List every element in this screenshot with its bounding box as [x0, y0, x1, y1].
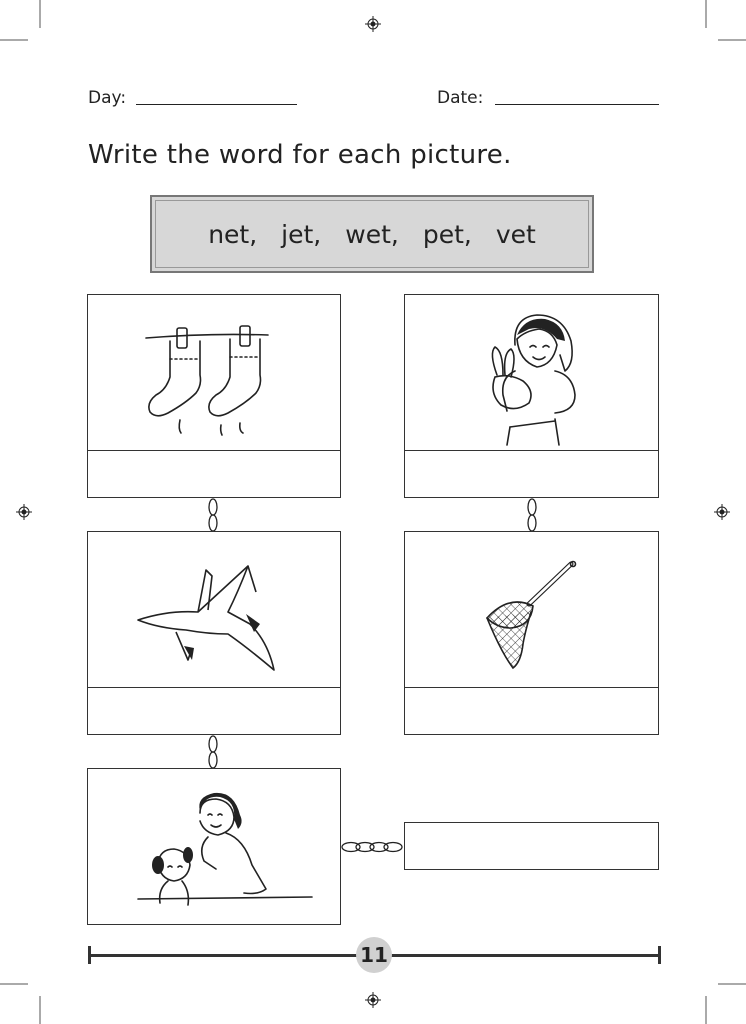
word-bank-item: vet	[495, 219, 536, 249]
chain-link-icon	[522, 498, 542, 532]
jet-icon	[88, 532, 342, 689]
picture-card-1	[87, 294, 341, 451]
chain-link-icon	[203, 735, 223, 769]
page-number: 11	[356, 937, 392, 973]
word-bank-item: net,	[208, 219, 258, 249]
answer-box-3[interactable]	[87, 687, 341, 735]
picture-card-4	[404, 531, 659, 688]
day-field[interactable]	[136, 104, 297, 105]
word-bank-item: pet,	[422, 219, 472, 249]
answer-box-2[interactable]	[404, 450, 659, 498]
footer-rule-cap-left	[88, 946, 91, 964]
wet-socks-icon	[88, 295, 342, 452]
word-bank-item: wet,	[345, 219, 399, 249]
pet-rabbit-icon	[405, 295, 660, 452]
picture-card-2	[404, 294, 659, 451]
picture-card-5	[87, 768, 341, 925]
word-bank-item: jet,	[281, 219, 322, 249]
date-label: Date:	[437, 88, 484, 108]
answer-box-5[interactable]	[404, 822, 659, 870]
net-icon	[405, 532, 660, 689]
footer-rule-cap-right	[658, 946, 661, 964]
chain-link-icon	[341, 837, 405, 857]
picture-card-3	[87, 531, 341, 688]
answer-box-4[interactable]	[404, 687, 659, 735]
day-label: Day:	[88, 88, 127, 108]
chain-link-icon	[203, 498, 223, 532]
date-field[interactable]	[495, 104, 659, 105]
instruction-heading: Write the word for each picture.	[88, 140, 512, 170]
vet-icon	[88, 769, 342, 926]
answer-box-1[interactable]	[87, 450, 341, 498]
word-bank	[150, 195, 594, 273]
